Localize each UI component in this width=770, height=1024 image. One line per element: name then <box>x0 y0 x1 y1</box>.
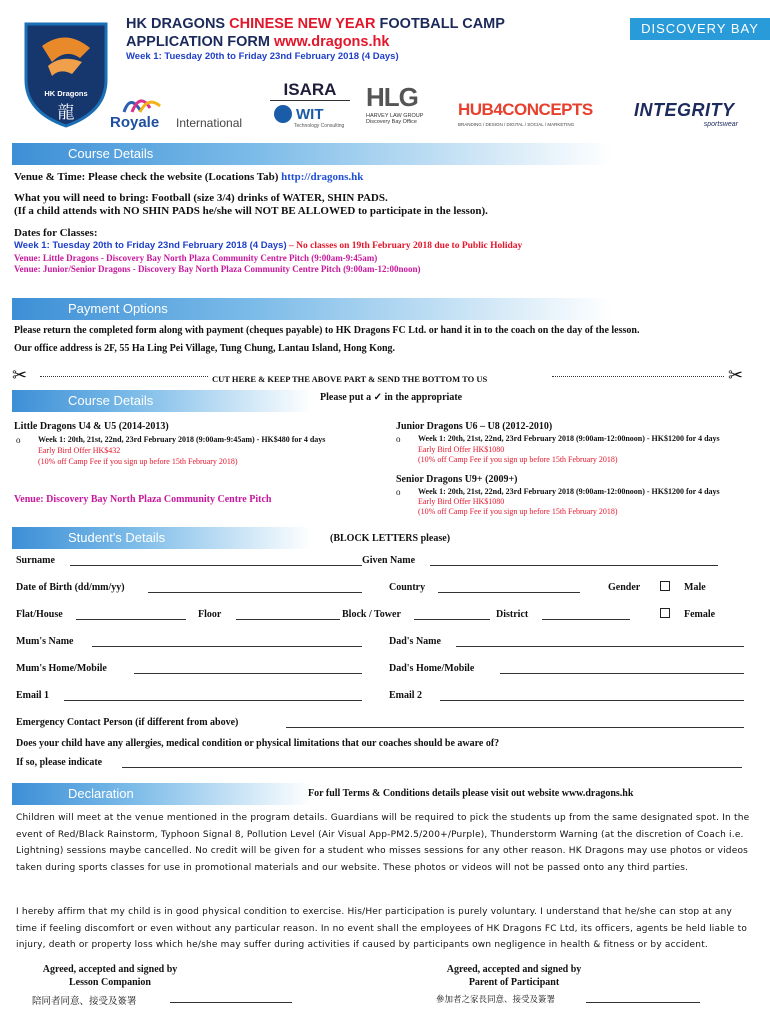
week-dates: Week 1: Tuesday 20th to Friday 23nd February 2018 (4 Days) <box>126 51 399 62</box>
form-title-line1 <box>126 16 505 32</box>
title-part2: CHINESE NEW YEAR <box>229 16 380 32</box>
title2-part1: APPLICATION FORM <box>126 34 274 50</box>
dob-label: Date of Birth (dd/mm/yy) <box>16 582 125 593</box>
little-dragons-title: Little Dragons U4 & U5 (2014-2013) <box>14 421 169 432</box>
email1-field[interactable] <box>64 692 362 701</box>
little-early-bird: Early Bird Offer HK$432 <box>38 446 121 455</box>
venue-link[interactable]: http://dragons.hk <box>281 171 364 183</box>
title-part1: HK DRAGONS <box>126 16 230 32</box>
harvey-law-group-logo <box>366 84 442 134</box>
venue-time-line <box>14 171 363 183</box>
surname-label: Surname <box>16 555 55 566</box>
dad-phone-field[interactable] <box>500 665 744 674</box>
mum-name-field[interactable] <box>92 638 362 647</box>
senior-week: Week 1: 20th, 21st, 22nd, 23rd February 2018 (9:00am-12:00noon) - HK$1200 for 4 days <box>418 487 720 496</box>
website-link[interactable]: www.dragons.hk <box>273 34 390 50</box>
integrity-sub: sportswear <box>703 121 738 128</box>
course-details-heading: Course Details <box>12 143 612 165</box>
dates-note: – No classes on 19th February 2018 due to Public Holiday <box>286 241 523 251</box>
venue-junior-senior: Venue: Junior/Senior Dragons - Discovery Bay North Plaza Community Centre Pitch (9:00am-12:00noon) <box>14 264 421 274</box>
email1-label: Email 1 <box>16 690 50 701</box>
senior-early-bird: Early Bird Offer HK$1080 <box>418 497 505 506</box>
mum-phone-field[interactable] <box>134 665 362 674</box>
venue-little-dragons: Venue: Little Dragons - Discovery Bay North Plaza Community Centre Pitch (9:00am-9:45am) <box>14 253 378 263</box>
surname-field[interactable] <box>70 557 362 566</box>
sign-right-line1: Agreed, accepted and signed by <box>446 964 582 975</box>
companion-signature-field[interactable] <box>170 994 292 1003</box>
flat-house-label: Flat/House <box>16 609 63 620</box>
district-field[interactable] <box>542 611 630 620</box>
integrity-sportswear-logo <box>634 100 744 134</box>
senior-dragons-title: Senior Dragons U9+ (2009+) <box>396 474 518 485</box>
hub-sub: BRANDING / DESIGN / DIGITAL / SOCIAL / MARKETING <box>458 122 575 127</box>
female-checkbox[interactable] <box>660 608 670 618</box>
isara-wit-logo <box>270 80 350 136</box>
sign-right-line2: Parent of Participant <box>468 977 560 988</box>
allergies-question: Does your child have any allergies, medical condition or physical limitations that our coaches should be aware of? <box>16 738 500 749</box>
dad-phone-label: Dad's Home/Mobile <box>389 663 475 674</box>
floor-label: Floor <box>198 609 222 620</box>
sign-left-line1: Agreed, accepted and signed by <box>42 964 178 975</box>
district-label: District <box>496 609 529 620</box>
location-banner: DISCOVERY BAY <box>630 18 770 40</box>
senior-discount: (10% off Camp Fee if you sign up before 15th February 2018) <box>418 507 618 516</box>
sign-right-chinese: 參加者之家長同意、接受及簽署 <box>436 995 556 1005</box>
title-part3: FOOTBALL CAMP <box>379 16 505 32</box>
tick-instruction: Please put a ✓ in the appropriate <box>320 392 463 403</box>
block-tower-field[interactable] <box>414 611 490 620</box>
royale-text: Royale <box>110 114 160 131</box>
parent-signature-field[interactable] <box>586 994 700 1003</box>
crest-char: 龍 <box>57 103 75 123</box>
emergency-label: Emergency Contact Person (if different from above) <box>16 717 239 728</box>
little-discount: (10% off Camp Fee if you sign up before 15th February 2018) <box>38 457 238 466</box>
dates-week-line <box>14 240 522 251</box>
hlg-sub2: Discovery Bay Office <box>366 119 417 125</box>
bring-line2: (If a child attends with NO SHIN PADS he/she will NOT BE ALLOWED to participate in the lesson). <box>14 205 488 217</box>
emergency-field[interactable] <box>286 719 744 728</box>
venue-label: Venue & Time: Please check the website (Locations Tab) <box>14 171 282 183</box>
payment-options-heading: Payment Options <box>12 298 612 320</box>
cut-dotted-line-left <box>40 376 208 377</box>
given-name-label: Given Name <box>362 555 416 566</box>
dad-name-label: Dad's Name <box>389 636 441 647</box>
mum-name-label: Mum's Name <box>16 636 74 647</box>
email2-field[interactable] <box>440 692 744 701</box>
integrity-text: INTEGRITY <box>634 100 735 120</box>
dad-name-field[interactable] <box>456 638 744 647</box>
isara-text: ISARA <box>270 80 350 101</box>
flat-house-field[interactable] <box>76 611 186 620</box>
junior-week: Week 1: 20th, 21st, 22nd, 23rd February 2018 (9:00am-12:00noon) - HK$1200 for 4 days <box>418 434 720 443</box>
terms-note: For full Terms & Conditions details please visit out website www.dragons.hk <box>308 788 634 799</box>
junior-early-bird: Early Bird Offer HK$1080 <box>418 445 505 454</box>
female-label: Female <box>684 609 716 620</box>
payment-line1: Please return the completed form along with payment (cheques payable) to HK Dragons FC Ltd. or hand it in to the coach on the day of the lesson. <box>14 325 640 336</box>
royale-international-logo <box>110 92 250 136</box>
email2-label: Email 2 <box>389 690 423 701</box>
form-title-line2 <box>126 34 389 50</box>
floor-field[interactable] <box>236 611 340 620</box>
wit-text: WIT <box>296 105 324 123</box>
male-label: Male <box>684 582 706 593</box>
dates-week: Week 1: Tuesday 20th to Friday 23nd February 2018 (4 Days) <box>14 240 287 251</box>
declaration-heading: Declaration <box>12 783 312 805</box>
course-select-heading: Course Details <box>12 390 312 412</box>
payment-line2: Our office address is 2F, 55 Ha Ling Pei Village, Tung Chung, Lantau Island, Hong Kong. <box>14 343 396 354</box>
senior-bullet[interactable]: o <box>396 487 401 497</box>
male-checkbox[interactable] <box>660 581 670 591</box>
crest-text: HK Dragons <box>44 89 88 98</box>
hlg-text: HLG <box>366 82 418 112</box>
junior-bullet[interactable]: o <box>396 434 401 444</box>
indicate-field[interactable] <box>122 759 742 768</box>
sign-left-block <box>10 963 210 989</box>
sign-left-line2: Lesson Companion <box>69 977 151 988</box>
country-field[interactable] <box>438 584 580 593</box>
dob-field[interactable] <box>148 584 362 593</box>
gender-label: Gender <box>608 582 641 593</box>
sign-left-chinese: 陪同者同意、接受及簽署 <box>32 996 137 1007</box>
little-bullet[interactable]: o <box>16 435 21 445</box>
course-venue: Venue: Discovery Bay North Plaza Community Centre Pitch <box>14 494 272 505</box>
indicate-label: If so, please indicate <box>16 757 103 768</box>
little-week: Week 1: 20th, 21st, 22nd, 23rd February 2018 (9:00am-9:45am) - HK$480 for 4 days <box>38 435 326 444</box>
declaration-paragraph1: Children will meet at the venue mentioned in the program details. Guardians will be required to pick the students up from the same designated spot. In the event of Red/Black Rainstorm, Typhoon Signal 8, Pollution Level (Air Visual App-PM2.5/200+/Purple), Thunderstorm Warning (at the discretion of Coach i.e. Lightning) sessions maybe cancelled. No credit will be given for a student who misses sessions for any other reason. HK Dragons may use photos or videos taken during sports classes for use in promotional materials and our website. These photos or videos will not be passed onto any third parties. <box>16 813 750 873</box>
royale-sub-text: International <box>176 116 243 130</box>
junior-dragons-title: Junior Dragons U6 – U8 (2012-2010) <box>396 421 553 432</box>
hub-text: HUB4CONCEPTS <box>458 100 593 119</box>
block-letters-note: (BLOCK LETTERS please) <box>330 533 451 544</box>
scissors-left-icon: ✂ <box>12 365 28 385</box>
cut-dotted-line-right <box>552 376 724 377</box>
hub4concepts-logo <box>458 100 618 134</box>
cut-here-text: CUT HERE & KEEP THE ABOVE PART & SEND THE BOTTOM TO US <box>212 374 488 384</box>
hk-dragons-crest-logo <box>22 18 110 128</box>
student-details-heading: Student's Details <box>12 527 312 549</box>
wit-sub-text: Technology Consulting <box>294 123 345 129</box>
bring-line1: What you will need to bring: Football (size 3/4) drinks of WATER, SHIN PADS. <box>14 192 388 204</box>
country-label: Country <box>389 582 426 593</box>
block-tower-label: Block / Tower <box>342 609 401 620</box>
hlg-sub1: HARVEY LAW GROUP <box>366 113 424 119</box>
dates-label: Dates for Classes: <box>14 227 98 239</box>
mum-phone-label: Mum's Home/Mobile <box>16 663 107 674</box>
given-name-field[interactable] <box>430 557 718 566</box>
declaration-paragraph2: I hereby affirm that my child is in good physical condition to exercise. His/Her participation is purely voluntary. I understand that he/she can stop at any time if feeling discomfort or even without any particular reason. In no event shall the employees of HK Dragons FC Ltd, its officers, agents be held liable to injury, death or property loss which he/she may suffer during activities if caused by participants own negligence in health & fitness or by accident. <box>16 907 748 950</box>
junior-discount: (10% off Camp Fee if you sign up before 15th February 2018) <box>418 455 618 464</box>
scissors-right-icon: ✂ <box>728 365 744 385</box>
sign-right-block <box>414 963 614 989</box>
